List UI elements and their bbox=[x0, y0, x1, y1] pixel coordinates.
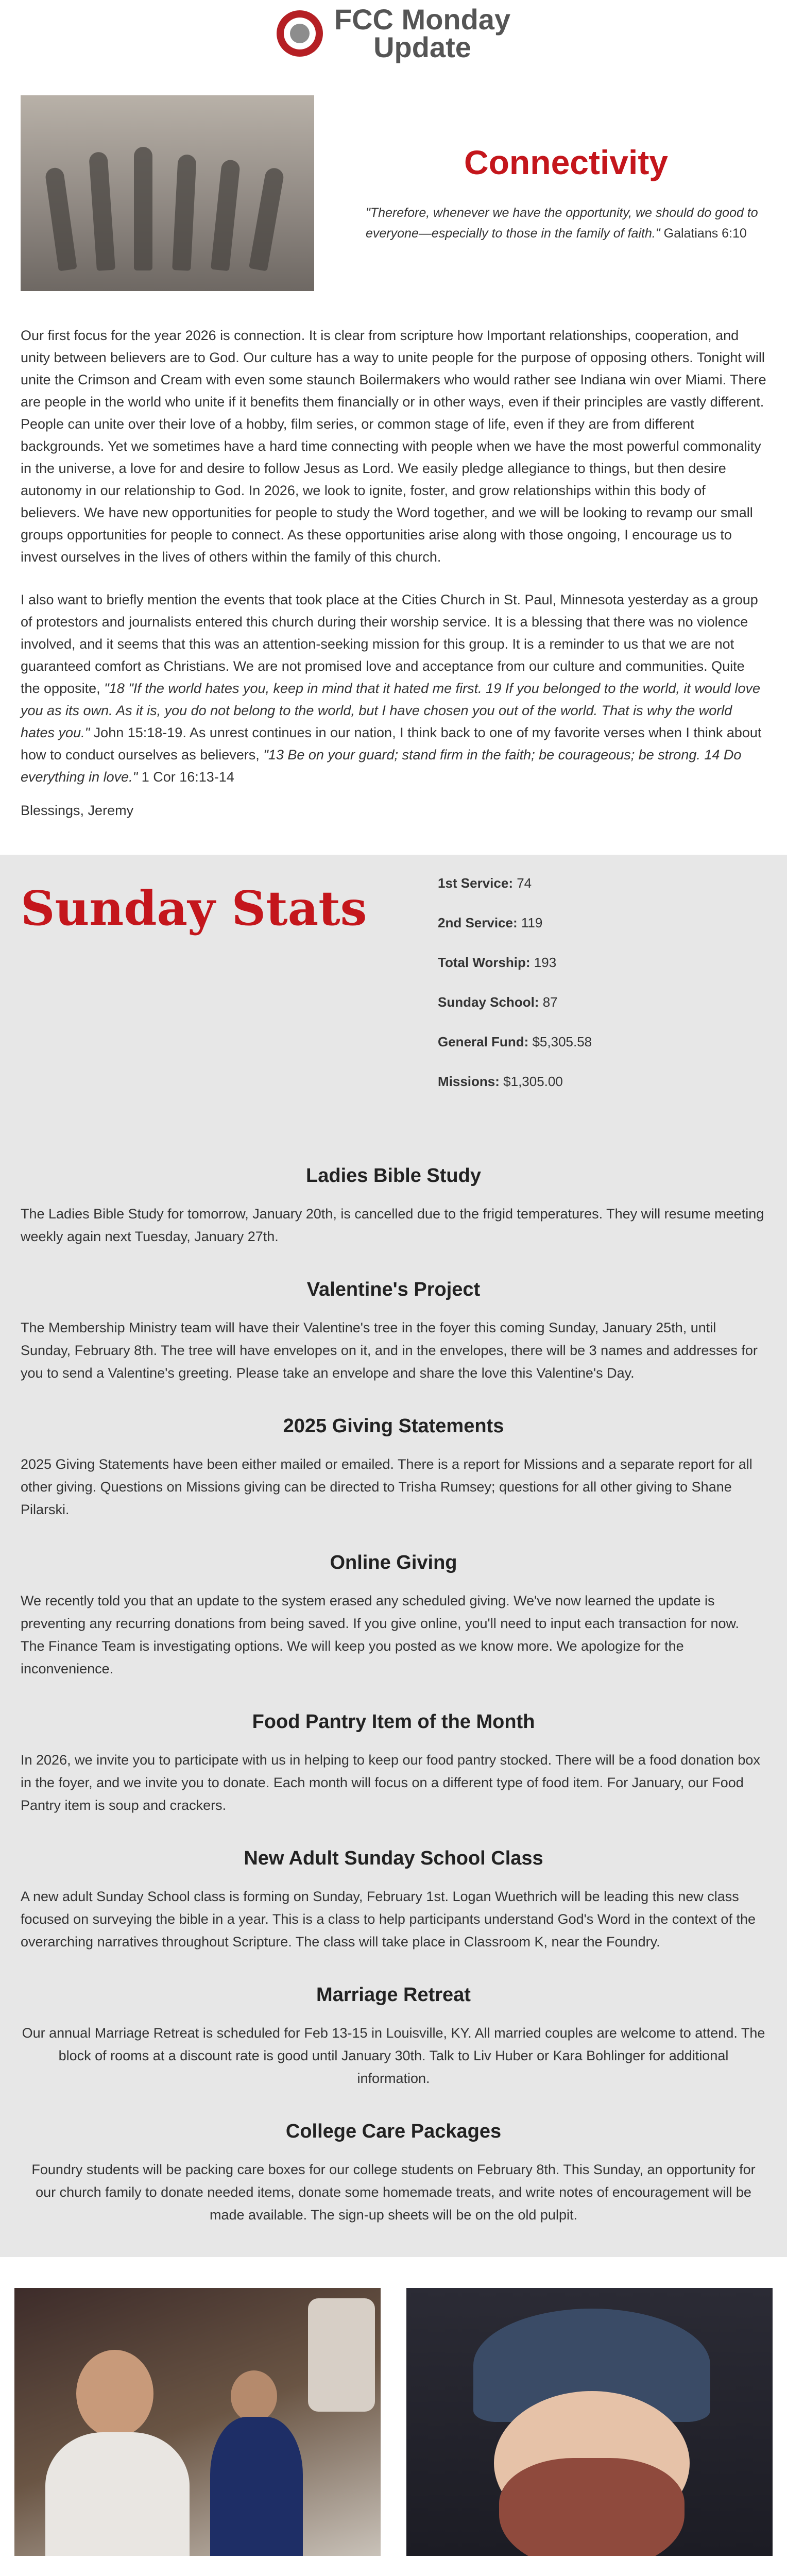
stat-value: $1,305.00 bbox=[499, 1074, 563, 1089]
church-logo-icon bbox=[277, 10, 323, 57]
foundry-photo bbox=[14, 2288, 381, 2556]
announcement-title: 2025 Giving Statements bbox=[283, 1415, 504, 1437]
stats-list bbox=[422, 875, 592, 1113]
announcement-text: We recently told you that an update to the system erased any scheduled giving. We've now learned the update is preventing any recurring donations from being saved. If you give online, you'll need to input each transaction for now. The Finance Team is investigating options. We will keep you posted as we know more. We apologize for the inconvenience. bbox=[21, 1593, 740, 1676]
shadows-photo bbox=[21, 95, 314, 291]
stat-label: Missions: bbox=[438, 1074, 500, 1089]
quote-text: "Therefore, whenever we have the opportunity, we should do good to everyone—especially to those in the family of faith." bbox=[366, 206, 758, 241]
stat-label: Sunday School: bbox=[438, 994, 539, 1010]
para2-text: John 15:18-19. As unrest continues in our nation, I think back to one of my favorite verses when I think about how to conduct ourselves as believers, bbox=[21, 725, 762, 762]
stat-label: General Fund: bbox=[438, 1034, 529, 1049]
stat-value: 119 bbox=[517, 915, 543, 930]
connectivity-paragraph-1: Our first focus for the year 2026 is connection. It is clear from scripture how Important relationships, cooperation, and unity between believers are to God. Our culture has a way to unite people for the purpose of opposing others. Tonight will unite the Crimson and Cream with even some staunch Boilermakers who would rather see Indiana win over Miami. There are people in the world who unite if it benefits them financially or in other ways, even if their principles are vastly different. People can unite over their love of a hobby, film series, or common stage of life, even if they are from different backgrounds. Yet we sometimes have a hard time connecting with people when we have the most powerful commonality in the universe, a love for and desire to follow Jesus as Lord. We easily pledge allegiance to things, but then desire autonomy in our relationship to God. In 2026, we look to ignite, foster, and grow relationships within this body of believers. We have new opportunities for people to study the Word together, and we will be looking to revamp our small groups opportunities for people to connect. As these opportunities arise along with those ongoing, I encourage us to invest ourselves in the lives of others within the family of this church. bbox=[21, 328, 766, 565]
connectivity-body bbox=[0, 294, 787, 788]
announcement-giving-statements bbox=[21, 1415, 766, 1521]
announcement-marriage-retreat bbox=[21, 1984, 766, 2090]
stat-value: 193 bbox=[530, 955, 557, 970]
stat-label: 2nd Service: bbox=[438, 915, 518, 930]
announcement-text: Foundry students will be packing care boxes for our college students on February 8th. This Sunday, an opportunity for our church family to donate needed items, donate some homemade treats, and write notes of encouragement will be made available. The sign-up sheets will be on the old pulpit. bbox=[31, 2162, 756, 2223]
spark-photo bbox=[406, 2288, 773, 2556]
stat-value: $5,305.58 bbox=[528, 1034, 592, 1049]
announcement-online-giving bbox=[21, 1552, 766, 1680]
para2-verse-1: "18 "If the world hates you, keep in mind that it hated me first. 19 If you belonged to the world, it would love you as its own. As it is, you do not belong to the world, but I have chosen you out of the world. That is why the world hates you." bbox=[21, 681, 761, 740]
stat-label: 1st Service: bbox=[438, 875, 513, 891]
scripture-quote bbox=[366, 202, 766, 244]
announcement-text: The Ladies Bible Study for tomorrow, January 20th, is cancelled due to the frigid temperatures. They will resume meeting weekly again next Tuesday, January 27th. bbox=[21, 1206, 764, 1244]
ministry-section bbox=[0, 2257, 787, 2576]
announcement-sunday-school-class bbox=[21, 1848, 766, 1953]
para2-reference: 1 Cor 16:13-14 bbox=[138, 769, 234, 785]
shadow-figure bbox=[211, 159, 241, 272]
raised-arm bbox=[308, 2298, 375, 2412]
stats-title: Sunday Stats bbox=[21, 880, 367, 936]
stat-item bbox=[438, 955, 592, 971]
announcement-title: Valentine's Project bbox=[306, 1279, 481, 1300]
announcement-text: In 2026, we invite you to participate with us in helping to keep our food pantry stocked. There will be a food donation box in the foyer, and we invite you to donate. Each month will focus on a different type of food item. For January, our Food Pantry item is soup and crackers. bbox=[21, 1752, 760, 1813]
announcement-food-pantry bbox=[21, 1711, 766, 1817]
announcement-ladies-bible-study bbox=[21, 1165, 766, 1248]
para2-text: I also want to briefly mention the events that took place at the Cities Church in St. Paul, Minnesota yesterday as a group of protestors and journalists entered this church during their worship service. It is a blessing that there was no violence involved, and it seems that this was an attention-seeking mission for this group. It is a reminder to us that we are not guaranteed comfort as Christians. We are not promised love and acceptance from our culture and communities. Quite the opposite, bbox=[21, 592, 758, 696]
announcement-text: The Membership Ministry team will have their Valentine's tree in the foyer this coming Sunday, January 25th, until Sunday, February 8th. The tree will have envelopes on it, and in the envelopes, there will be 3 names and addresses for you to send a Valentine's greeting. Please take an envelope and share the love this Valentine's Day. bbox=[21, 1320, 758, 1381]
para2-verse-2: "13 Be on your guard; stand firm in the faith; be courageous; be strong. 14 Do everything in love." bbox=[21, 747, 742, 785]
person-shirt bbox=[210, 2417, 303, 2556]
pastor-signoff: Blessings, Jeremy bbox=[21, 803, 134, 818]
stat-item bbox=[438, 1074, 592, 1090]
announcement-title: College Care Packages bbox=[285, 2121, 502, 2142]
connectivity-header bbox=[0, 62, 787, 294]
costume-beard bbox=[499, 2458, 685, 2556]
stat-value: 74 bbox=[512, 875, 532, 891]
stat-item bbox=[438, 875, 592, 891]
shadow-figure bbox=[44, 166, 77, 271]
announcement-title: New Adult Sunday School Class bbox=[244, 1848, 543, 1869]
title-line-1: FCC Monday bbox=[334, 3, 511, 36]
connectivity-intro bbox=[366, 143, 766, 244]
person-face bbox=[76, 2350, 153, 2437]
sunday-stats bbox=[21, 875, 766, 1134]
announcement-text: Our annual Marriage Retreat is scheduled for Feb 13-15 in Louisville, KY. All married couples are welcome to attend. The block of rooms at a discount rate is good until January 30th. Talk to Liv Huber or Kara Bohlinger for additional information. bbox=[22, 2025, 765, 2086]
stat-item bbox=[438, 994, 592, 1010]
shadow-figure bbox=[134, 147, 152, 270]
person-face bbox=[231, 2370, 277, 2422]
stat-item bbox=[438, 915, 592, 931]
announcement-valentines-project bbox=[21, 1279, 766, 1384]
announcements-panel bbox=[0, 855, 787, 2257]
shadow-figure bbox=[249, 166, 285, 271]
stat-item bbox=[438, 1034, 592, 1050]
announcement-text: 2025 Giving Statements have been either mailed or emailed. There is a report for Missions and a separate report for all other giving. Questions on Missions giving can be directed to Trisha Rumsey; questions for all other giving to Shane Pilarski. bbox=[21, 1456, 752, 1517]
title-line-2: Update bbox=[373, 31, 471, 63]
announcement-title: Marriage Retreat bbox=[316, 1984, 471, 2006]
stat-label: Total Worship: bbox=[438, 955, 531, 970]
header bbox=[0, 0, 787, 62]
foundry-column bbox=[14, 2288, 381, 2576]
announcement-title: Ladies Bible Study bbox=[306, 1165, 481, 1187]
announcement-college-care bbox=[21, 2121, 766, 2226]
shadow-figure bbox=[172, 154, 197, 271]
shadow-figure bbox=[89, 151, 115, 271]
newsletter-title bbox=[334, 3, 511, 63]
announcement-title: Food Pantry Item of the Month bbox=[252, 1711, 535, 1733]
stat-value: 87 bbox=[539, 994, 558, 1010]
announcement-text: A new adult Sunday School class is forming on Sunday, February 1st. Logan Wuethrich will be leading this new class focused on surveying the bible in a year. This is a class to help participants understand God's Word in the context of the overarching narratives throughout Scripture. The class will take place in Classroom K, near the Foundry. bbox=[21, 1889, 756, 1950]
quote-reference: Galatians 6:10 bbox=[660, 226, 747, 241]
spark-column bbox=[406, 2288, 773, 2576]
connectivity-paragraph-2 bbox=[21, 589, 766, 788]
connectivity-title: Connectivity bbox=[464, 143, 669, 181]
announcement-title: Online Giving bbox=[330, 1552, 457, 1573]
person-shirt bbox=[45, 2432, 190, 2556]
